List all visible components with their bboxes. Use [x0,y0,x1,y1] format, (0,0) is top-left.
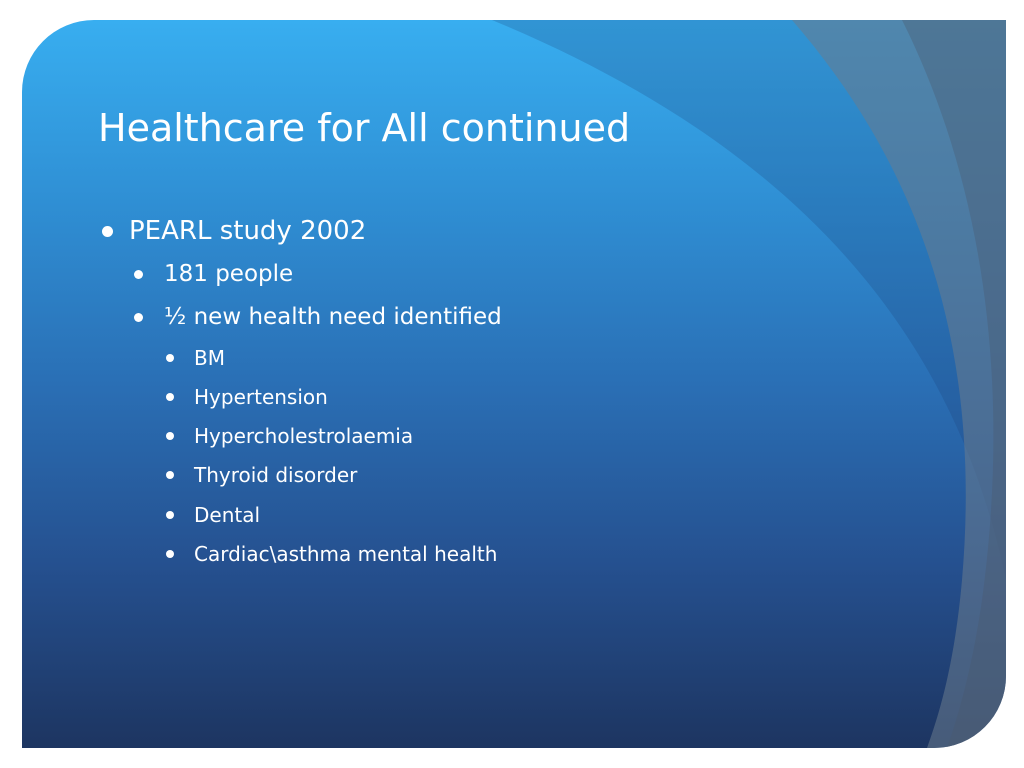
bullet-item [194,462,357,488]
bullet-dot-icon [134,313,143,322]
bullet-text: Cardiac\asthma mental health [194,542,498,566]
bullet-dot-icon [102,226,113,237]
bullet-item [129,214,366,248]
slide-title: Healthcare for All continued [98,106,631,150]
bullet-text: ½ new health need identified [164,304,502,330]
bullet-item [194,384,328,410]
bullet-text: Dental [194,503,261,527]
bullet-text: Hypertension [194,385,328,409]
bullet-item [164,302,502,332]
bullet-list [22,20,1006,748]
bullet-text: BM [194,346,225,370]
bullet-dot-icon [166,471,174,479]
bullet-dot-icon [166,550,174,558]
bullet-item [194,502,260,528]
bullet-text: Thyroid disorder [194,463,358,487]
bullet-item [194,423,413,449]
bullet-dot-icon [166,511,174,519]
slide [22,20,1006,748]
bullet-text: Hypercholestrolaemia [194,424,414,448]
bullet-dot-icon [166,354,174,362]
bullet-item [194,345,225,371]
bullet-dot-icon [134,270,143,279]
bullet-item [164,259,293,289]
bullet-dot-icon [166,393,174,401]
bullet-dot-icon [166,432,174,440]
bullet-item [194,541,497,567]
bullet-text: 181 people [164,261,294,287]
bullet-text: PEARL study 2002 [129,216,367,246]
